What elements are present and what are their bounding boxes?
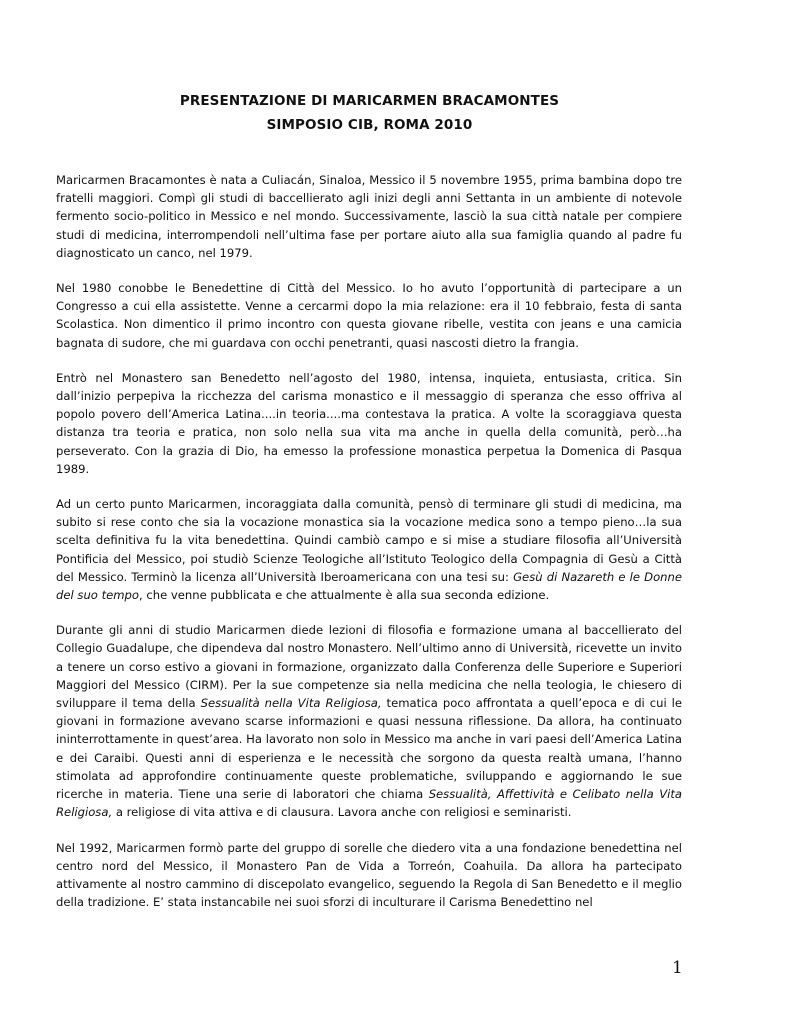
paragraph-3: Entrò nel Monastero san Benedetto nell’agosto del 1980, intensa, inquieta, entusiasta, critica. Sin dall’inizio perpepiva la ricchezza del carisma monastico e il messaggio di speranza che esso offriva al popolo povero dell’America Latina....in teoria....ma contestava la pratica. A volte la scoraggiava questa distanza tra teoria e pratica, non solo nella sua vita ma anche in quella della comunità, però…ha perseverato. Con la grazia di Dio, ha emesso la professione monastica perpetua la Domenica di Pasqua 1989. <box>56 370 682 476</box>
document-body <box>56 171 682 928</box>
paragraph-5-text-start: Durante gli anni di studio Maricarmen diede lezioni di filosofia e formazione umana al baccellierato del Collegio Guadalupe, che dipendeva dal nostro Monastero. Nell’ultimo anno di Università, ricevette un invito a tenere un corso estivo a giovani in formazione, organizzato dalla Conferenza delle Superiore e Superiori Maggiori del Messico (CIRM). Per la sue competenze sia nella medicina che nella teologia, le chiesero di sviluppare il tema della <box>56 623 682 711</box>
paragraph-5-text-end: a religiose di vita attiva e di clausura. Lavora anche con religiosi e seminaristi. <box>112 805 572 820</box>
paragraph-5-text-middle: tematica poco affrontata a quell’epoca e di cui le giovani in formazione avevano scarse informazioni e quasi nessuna riflessione. Da allora, ha continuato ininterrottamente in quest’area. Ha lavorato non solo in Messico ma anche in vari paesi dell’America Latina e dei Caraibi. Questi anni di esperienza e le necessità che sorgono da questa realtà umana, l’hanno stimolata ad approfondire continuamente queste problematiche, sviluppando e aggiornando le sue ricerche in materia. Tiene una serie di laboratori che chiama <box>56 696 683 802</box>
paragraph-4-text-end: , che venne pubblicata e che attualmente è alla sua seconda edizione. <box>139 588 550 603</box>
paragraph-5 <box>56 621 682 821</box>
thesis-title: Gesù di Nazareth e le Donne del suo tempo <box>56 569 682 603</box>
page-number: 1 <box>672 958 683 978</box>
paragraph-6: Nel 1992, Maricarmen formò parte del gruppo di sorelle che diedero vita a una fondazione benedettina nel centro nord del Messico, il Monastero Pan de Vida a Torreón, Coahuila. Da allora ha partecipato attivamente al nostro cammino di discepolato evangelico, seguendo la Regola di San Benedetto e il meglio della tradizione. E’ stata instancabile nei suoi sforzi di inculturare il Carisma Benedettino nel <box>56 840 682 910</box>
paragraph-4-text-start: Ad un certo punto Maricarmen, incoraggiata dalla comunità, pensò di terminare gli studi di medicina, ma subito si rese conto che sia la vocazione monastica sia la vocazione medica sono a tempo pieno…la sua scelta definitiva fu la vita benedettina. Quindi cambiò campo e si mise a studiare filosofia all’Università Pontificia del Messico, poi studiò Scienze Teologiche all’Istituto Teologico della Compagnia di Gesù a Città del Messico. Terminò la licenza all’Università Iberoamericana con una tesi su: <box>56 497 682 584</box>
paragraph-1: Maricarmen Bracamontes è nata a Culiacán, Sinaloa, Messico il 5 novembre 1955, prima bambina dopo tre fratelli maggiori. Compì gli studi di baccellierato agli inizi degli anni Settanta in un ambiente di notevole fermento socio-politico in Messico e nel mondo. Successivamente, lasciò la sua città natale per compiere studi di medicina, interrompendoli nell’ultima fase per portare aiuto alla sua famiglia quando al padre fu diagnosticato un canco, nel 1979. <box>56 173 682 260</box>
workshop-title: Sessualità, Affettività e Celibato nella Vita Religiosa, <box>56 787 682 820</box>
paragraph-4 <box>56 495 682 604</box>
paragraph-2: Nel 1980 conobbe le Benedettine di Città del Messico. Io ho avuto l’opportunità di partecipare a un Congresso a cui ella assistette. Venne a cercarmi dopo la mia relazione: era il 10 febbraio, festa di santa Scolastica. Non dimentico il primo incontro con questa giovane ribelle, vestita con jeans e una camicia bagnata di sudore, che mi guardava con occhi penetranti, quasi nascosti dietro la frangia. <box>56 281 682 350</box>
document-title: PRESENTAZIONE DI MARICARMEN BRACAMONTES <box>179 93 560 109</box>
course-topic: Sessualità nella Vita Religiosa, <box>200 696 382 711</box>
document-subtitle: SIMPOSIO CIB, ROMA 2010 <box>266 117 473 133</box>
